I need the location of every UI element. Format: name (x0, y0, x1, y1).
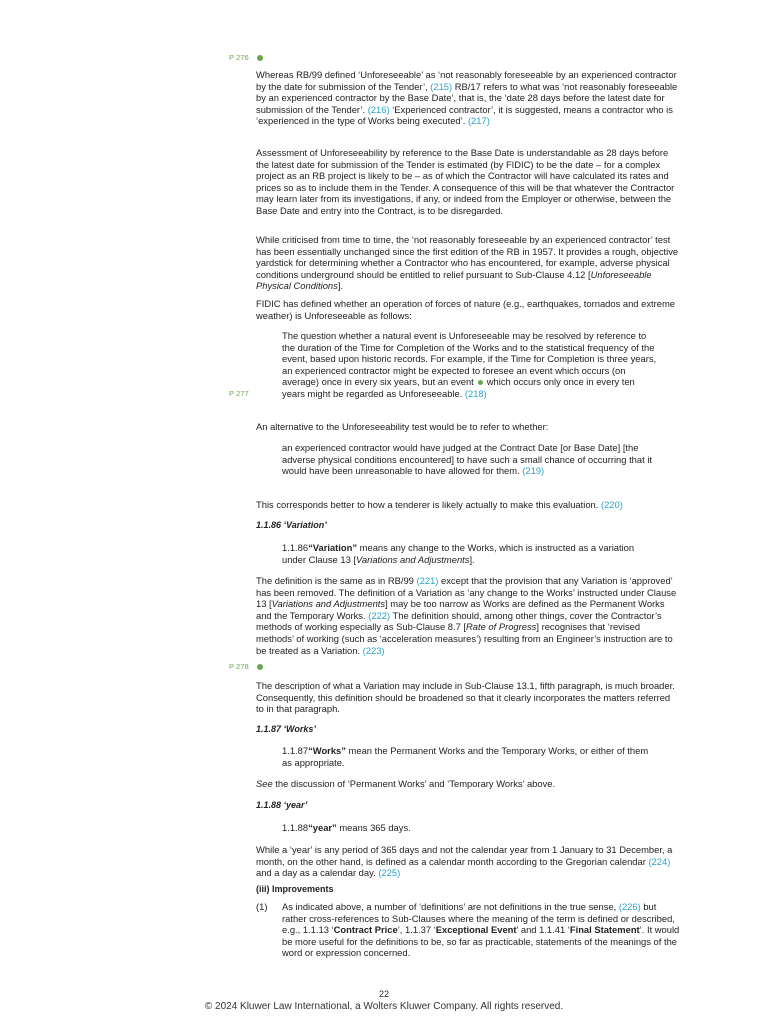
clause-number: 1.1.88 (282, 822, 309, 833)
page-break-dot-icon (478, 380, 483, 385)
page-marker-277 (229, 389, 249, 399)
bold-term: Contract Price (333, 924, 398, 936)
page-marker-dot-icon (257, 664, 263, 670)
paragraph-see-discussion (256, 778, 680, 790)
text: which occurs only once in every ten years might be regarded as Unforeseeable. (282, 376, 635, 399)
paragraph-text: The description of what a Variation may include in Sub-Clause 13.1, fifth paragraph, is much broader. Consequently, this definition should be broadened so that it clearly incorporates the matters referred to in that paragraph. (256, 680, 675, 715)
text: but rather cross-references to Sub-Clauses where the meaning of the term is defined or described, e.g., 1.1.13 ‘ (282, 901, 675, 936)
clause-number: 1.1.86 (282, 542, 309, 553)
text: except that the provision that any Variation is ‘approved’ has been removed. The definition of a Variation as ‘any change to the Works’ instructed under Clause 13 [ (256, 575, 677, 610)
italic-text: Variations and Adjustments (356, 553, 470, 565)
footnote-ref-218[interactable]: (218) (464, 387, 487, 399)
text: ’, 1.1.37 ‘ (397, 924, 436, 936)
text: RB/17 refers to what was ‘not reasonably foreseeable by an experienced contractor by the Base Date’, that is, the ‘date 28 days before the latest date for submission of the Tender’. (256, 80, 678, 115)
list-number: (1) (256, 901, 268, 912)
text: ’ and 1.1.41 ‘ (516, 924, 570, 936)
text: means any change to the Works, which is instructed as a variation under Clause 13 [ (282, 542, 635, 565)
text: the discussion of ‘Permanent Works’ and ‘Temporary Works’ above. (272, 778, 556, 789)
blockquote-natural-event (282, 330, 658, 400)
text: While a ‘year’ is any period of 365 days and not the calendar year from 1 January to 31 December, a month, on the other hand, is defined as a calendar month according to the Gregorian calendar (256, 844, 673, 867)
paragraph-text: Assessment of Unforeseeability by reference to the Base Date is understandable as 28 days before the latest date for submission of the Tender is estimated (by FIDIC) to be the date – for a complex project as an RB project is likely to be – as of which the Contractor will have calculated its rates and prices so as to include them in the Tender. A consequence of this will be that whatever the Contractor may learn later from its investigations, if any, or indeed from the Employer or otherwise, between the Base Date and entry into the Contract, is to be disregarded. (256, 147, 675, 216)
heading-improvements: (iii) Improvements (256, 884, 334, 894)
text: ’. It would be more useful for the definitions to be, so far as practicable, statements of the meanings of the word or expression concerned. (282, 924, 680, 959)
footnote-ref-223[interactable]: (223) (362, 644, 385, 656)
paragraph-text: An alternative to the Unforeseeability test would be to refer to whether: (256, 421, 549, 432)
definition-1-1-88 (282, 822, 658, 834)
text: As indicated above, a number of ‘definitions’ are not definitions in the true sense, (282, 901, 619, 912)
footnote-ref-226[interactable]: (226) (618, 901, 641, 912)
text: The definition is the same as in RB/99 (256, 575, 417, 586)
page-marker-label: P 278 (229, 662, 249, 671)
italic-text: Unforeseeable Physical Conditions (256, 268, 652, 292)
copyright-notice: © 2024 Kluwer Law International, a Wolters Kluwer Company. All rights reserved. (204, 1001, 564, 1012)
paragraph-tenderer (256, 499, 680, 511)
text: and a day as a calendar day. (256, 867, 379, 879)
paragraph-forces-of-nature (256, 298, 680, 321)
bold-term: Exceptional Event (435, 924, 517, 936)
defined-term: “Variation” (308, 542, 358, 553)
text: mean the Permanent Works and the Temporary Works, or either of them as appropriate. (282, 745, 649, 768)
footnote-ref-224[interactable]: (224) (648, 855, 671, 867)
text: means 365 days. (336, 822, 411, 833)
text: The definition should, among other things, cover the Contractor’s methods of working especially as Sub-Clause 8.7 [ (256, 609, 662, 633)
paragraph-text: FIDIC has defined whether an operation of forces of nature (e.g., earthquakes, tornados and extreme weather) is Unforeseeable as follows: (256, 298, 675, 321)
paragraph-criticised-test (256, 234, 680, 292)
blockquote-experienced-contractor (282, 442, 658, 477)
page-number: 22 (378, 989, 389, 999)
paragraph-alternative-test (256, 421, 680, 433)
text: Whereas RB/99 defined ‘Unforeseeable’ as ‘not reasonably foreseeable by an experienced contractor by the date for submission of the Tender’, (256, 69, 677, 92)
italic-text: Rate of Progress (466, 621, 537, 633)
page-marker-276 (229, 53, 263, 63)
text: ] recognises that ‘revised methods’ of working (such as ‘acceleration measures’) resulting from an Engineer’s instruction are to be treated as a Variation. (256, 621, 673, 656)
paragraph-unforeseeable-definition (256, 69, 680, 127)
definition-1-1-86 (282, 542, 658, 565)
defined-term: “Works” (308, 745, 346, 756)
paragraph-variation-definition (256, 575, 680, 656)
page-marker-label: P 276 (229, 53, 249, 62)
paragraph-variation-description (256, 680, 680, 715)
footnote-ref-217[interactable]: (217) (467, 115, 490, 127)
footnote-ref-222[interactable]: (222) (368, 609, 391, 621)
italic-text: See (256, 778, 273, 789)
footnote-ref-219[interactable]: (219) (522, 465, 545, 477)
text: ‘Experienced contractor’, it is suggested, means a contractor who is ‘experienced in the type of Works being executed’. (256, 103, 673, 127)
text: ]. (469, 553, 475, 565)
page-marker-278 (229, 662, 263, 672)
heading-1-1-86: 1.1.86 ‘Variation’ (256, 520, 327, 530)
text: While criticised from time to time, the ‘not reasonably foreseeable by an experienced contractor’ test has been essentially unchanged since the first edition of the RB in 1957. It provides a rough, objective yardstick for determining whether a Contractor who has encountered, for example, adverse physical conditions underground should be entitled to relief pursuant to Sub-Clause 4.12 [ (256, 234, 679, 280)
definition-1-1-87 (282, 745, 658, 768)
page-marker-label: P 277 (229, 389, 249, 398)
footnote-ref-216[interactable]: (216) (367, 103, 390, 115)
text: This corresponds better to how a tenderer is likely actually to make this evaluation. (256, 499, 601, 510)
heading-1-1-88: 1.1.88 ‘year’ (256, 800, 308, 810)
text: an experienced contractor would have judged at the Contract Date [or Base Date] [the adverse physical conditions encountered] to have such a small chance of occurring that it would have been unreasonable to have allowed for them. (282, 442, 653, 477)
text: The question whether a natural event is Unforeseeable may be resolved by reference to the duration of the Time for Completion of the Works and to the statistical frequency of the event, based upon historic records. For example, if the Time for Completion is three years, an experienced contractor might be expected to foresee an event which occurs (on average) once in every six years, but an event (282, 330, 657, 388)
footnote-ref-215[interactable]: (215) (430, 80, 453, 92)
footnote-ref-221[interactable]: (221) (416, 575, 439, 586)
paragraph-base-date (256, 147, 680, 217)
list-item (256, 901, 680, 959)
text: ] may be too narrow as Works are defined as the Permanent Works and the Temporary Works. (256, 598, 665, 621)
defined-term: “year” (308, 822, 337, 833)
text: ]. (337, 280, 344, 292)
italic-text: Variations and Adjustments (271, 598, 386, 610)
clause-number: 1.1.87 (282, 745, 309, 756)
heading-1-1-87: 1.1.87 ‘Works’ (256, 724, 316, 734)
paragraph-year-definition (256, 844, 680, 879)
bold-term: Final Statement (569, 924, 640, 936)
footnote-ref-220[interactable]: (220) (600, 499, 623, 510)
footnote-ref-225[interactable]: (225) (378, 867, 401, 879)
page-marker-dot-icon (257, 55, 263, 61)
